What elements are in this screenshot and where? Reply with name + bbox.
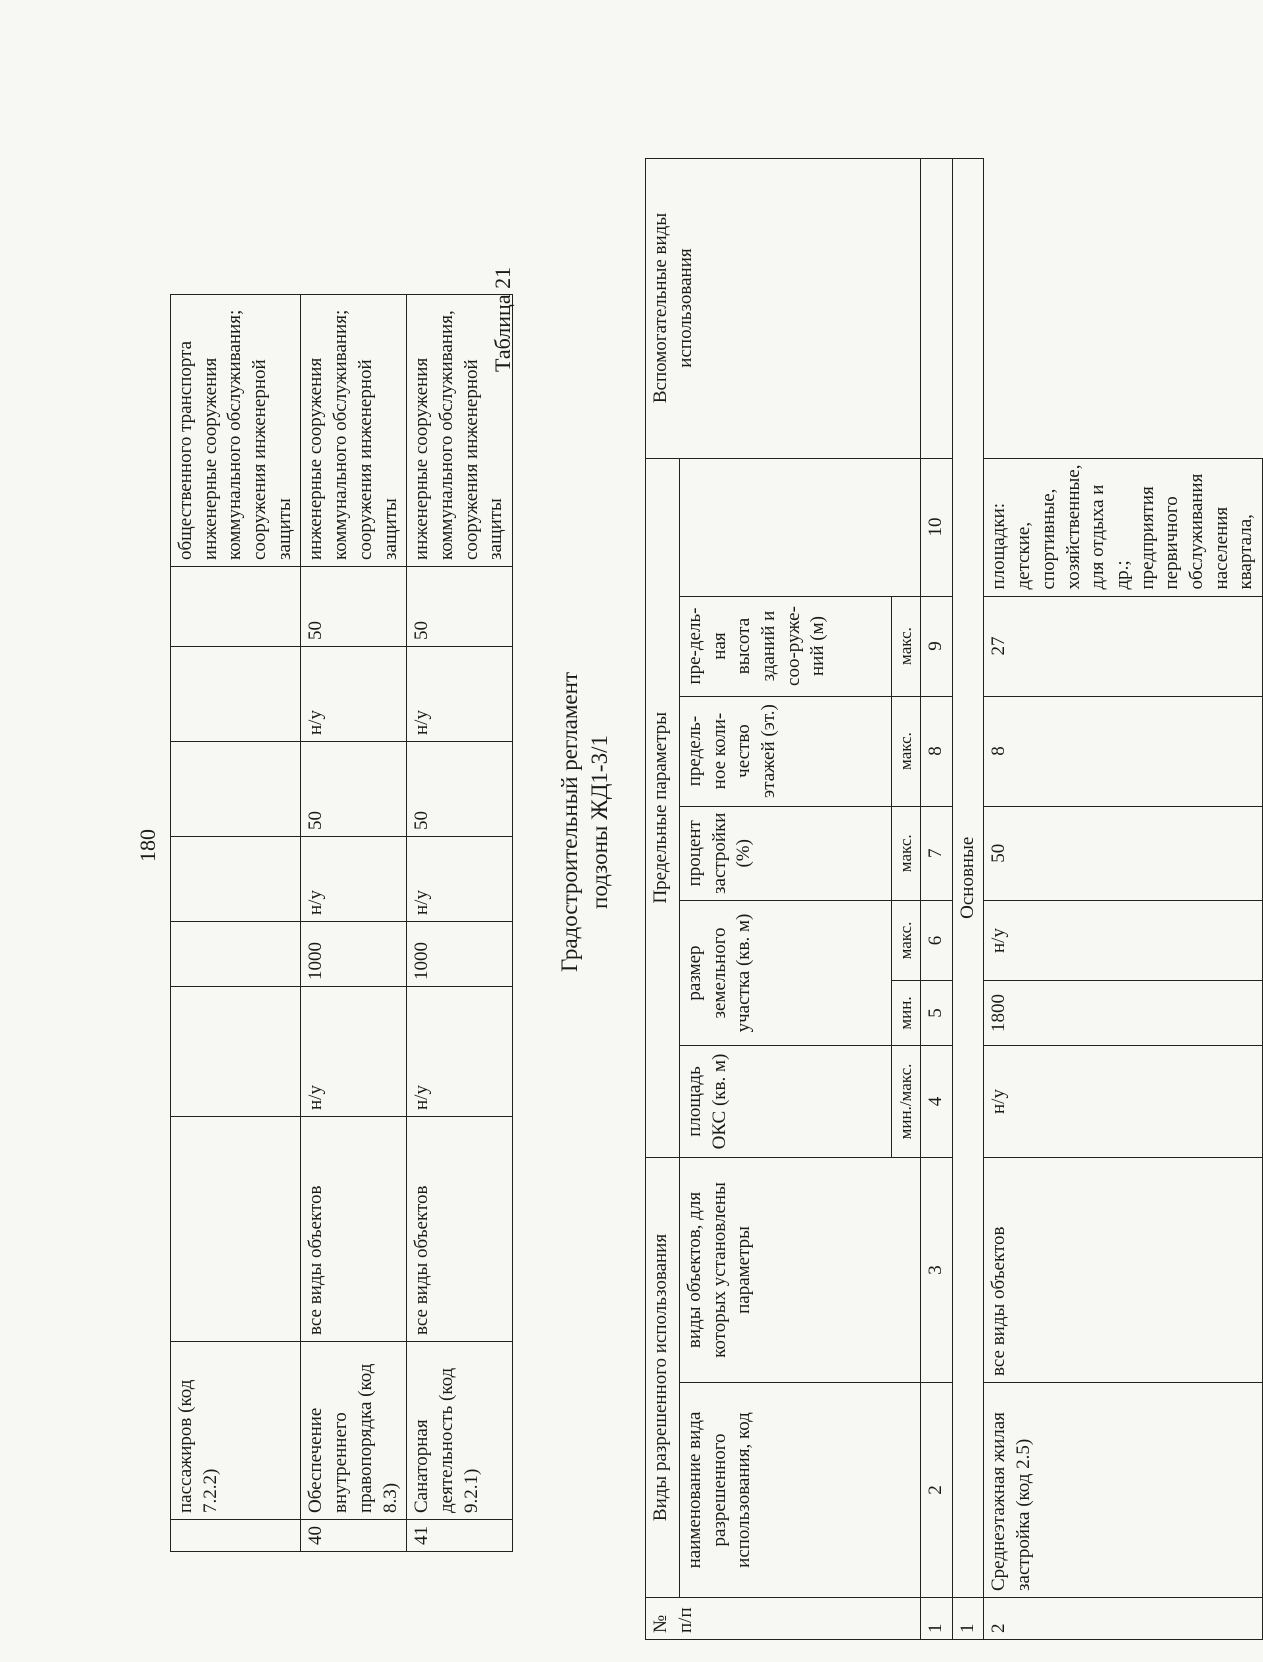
use-name: Санаторная деятельность (код 9.2.1)	[407, 1342, 513, 1520]
build-percent: 50	[984, 806, 1263, 900]
col-number: 8	[921, 696, 953, 806]
auxiliary-uses: инженерные сооружения коммунального обслуживания; сооружения инженерной защиты	[301, 295, 407, 567]
height-limit: 27	[984, 596, 1263, 696]
sub-max: макс.	[892, 806, 921, 900]
continuation-table	[170, 294, 513, 1552]
build-percent: 50	[301, 742, 407, 837]
height-limit: 50	[301, 567, 407, 647]
row-number: 2	[984, 1598, 1263, 1640]
oks-area: н/у	[407, 987, 513, 1117]
table-row	[984, 158, 1263, 1639]
header-row	[646, 158, 680, 1639]
floor-count: н/у	[301, 647, 407, 742]
numbering-row	[921, 158, 953, 1639]
col-number: 2	[921, 1383, 953, 1598]
build-percent: 50	[407, 742, 513, 837]
table-title-line1: Градостроительный регламент	[557, 672, 582, 973]
col-number: 3	[921, 1158, 953, 1383]
land-max: н/у	[301, 837, 407, 922]
header-land-size: размер земельного участка (кв. м)	[680, 901, 892, 1046]
col-number: 6	[921, 901, 953, 981]
object-types: все виды объектов	[984, 1158, 1263, 1383]
land-min: 1800	[984, 981, 1263, 1046]
height-limit	[171, 567, 301, 647]
table-row	[301, 295, 407, 1552]
table-row	[171, 295, 301, 1552]
header-auxiliary: Вспомогательные виды использования	[646, 158, 921, 458]
header-oks-area: площадь ОКС (кв. м)	[680, 1046, 892, 1158]
auxiliary-uses: общественного транспорта инженерные сооружения коммунального обслуживания; сооружения инженерной защиты	[171, 295, 301, 567]
table-title-line2: подзоны ЖД1-3/1	[586, 735, 612, 909]
col-number	[921, 158, 953, 458]
sub-min: мин.	[892, 981, 921, 1046]
header-build-percent: процент застройки (%)	[680, 806, 892, 900]
auxiliary-uses: инженерные сооружения коммунального обслуживания, сооружения инженерной защиты	[407, 295, 513, 567]
use-name: пассажиров (код 7.2.2)	[171, 1342, 301, 1520]
floor-count: 8	[984, 696, 1263, 806]
object-types: все виды объектов	[301, 1117, 407, 1342]
col-number: 10	[921, 458, 953, 596]
col-number: 4	[921, 1046, 953, 1158]
header-height: пре-дель-ная высота зданий и соо-руже-ний (м)	[680, 596, 892, 696]
land-max: н/у	[407, 837, 513, 922]
sub-max: макс.	[892, 901, 921, 981]
floor-count	[171, 647, 301, 742]
use-name: Обеспечение внутреннего правопорядка (код 8.3)	[301, 1342, 407, 1520]
col-number: 9	[921, 596, 953, 696]
floor-count: н/у	[407, 647, 513, 742]
header-use-name: наименование вида разрешенного использования, код	[680, 1383, 921, 1598]
height-limit: 50	[407, 567, 513, 647]
land-min: 1000	[301, 922, 407, 987]
col-number: 7	[921, 806, 953, 900]
row-number: 40	[301, 1520, 407, 1552]
sub-max: макс.	[892, 596, 921, 696]
header-limits-group: Предельные параметры	[646, 458, 680, 1157]
table-row	[407, 295, 513, 1552]
table-number: Таблица 21	[490, 266, 515, 372]
col-number: 5	[921, 981, 953, 1046]
sub-minmax: мин./макс.	[892, 1046, 921, 1158]
table-title	[555, 542, 615, 1102]
object-types	[171, 1117, 301, 1342]
build-percent	[171, 742, 301, 837]
object-types: все виды объектов	[407, 1117, 513, 1342]
oks-area	[171, 987, 301, 1117]
header-floors: предель-ное коли-чество этажей (эт.)	[680, 696, 892, 806]
section-row	[952, 158, 984, 1639]
oks-area: н/у	[301, 987, 407, 1117]
sub-max: макс.	[892, 696, 921, 806]
land-max	[171, 837, 301, 922]
regulation-table	[645, 158, 1263, 1640]
header-object-types: виды объектов, для которых установлены параметры	[680, 1158, 921, 1383]
header-number: № п/п	[646, 1598, 921, 1640]
oks-area: н/у	[984, 1046, 1263, 1158]
col-number: 1	[921, 1598, 953, 1640]
header-uses-group: Виды разрешенного использования	[646, 1158, 680, 1598]
land-max: н/у	[984, 901, 1263, 981]
use-name: Среднеэтажная жилая застройка (код 2.5)	[984, 1383, 1263, 1598]
auxiliary-uses: площадки: детские, спортивные, хозяйственные, для отдыха и др.; предприятия первичного обслуживания населения квартала,	[984, 458, 1263, 596]
section-number: 1	[952, 1598, 984, 1640]
land-min	[171, 922, 301, 987]
section-label: Основные	[952, 158, 984, 1597]
row-number	[171, 1520, 301, 1552]
land-min: 1000	[407, 922, 513, 987]
page-number: 180	[135, 829, 160, 862]
row-number: 41	[407, 1520, 513, 1552]
